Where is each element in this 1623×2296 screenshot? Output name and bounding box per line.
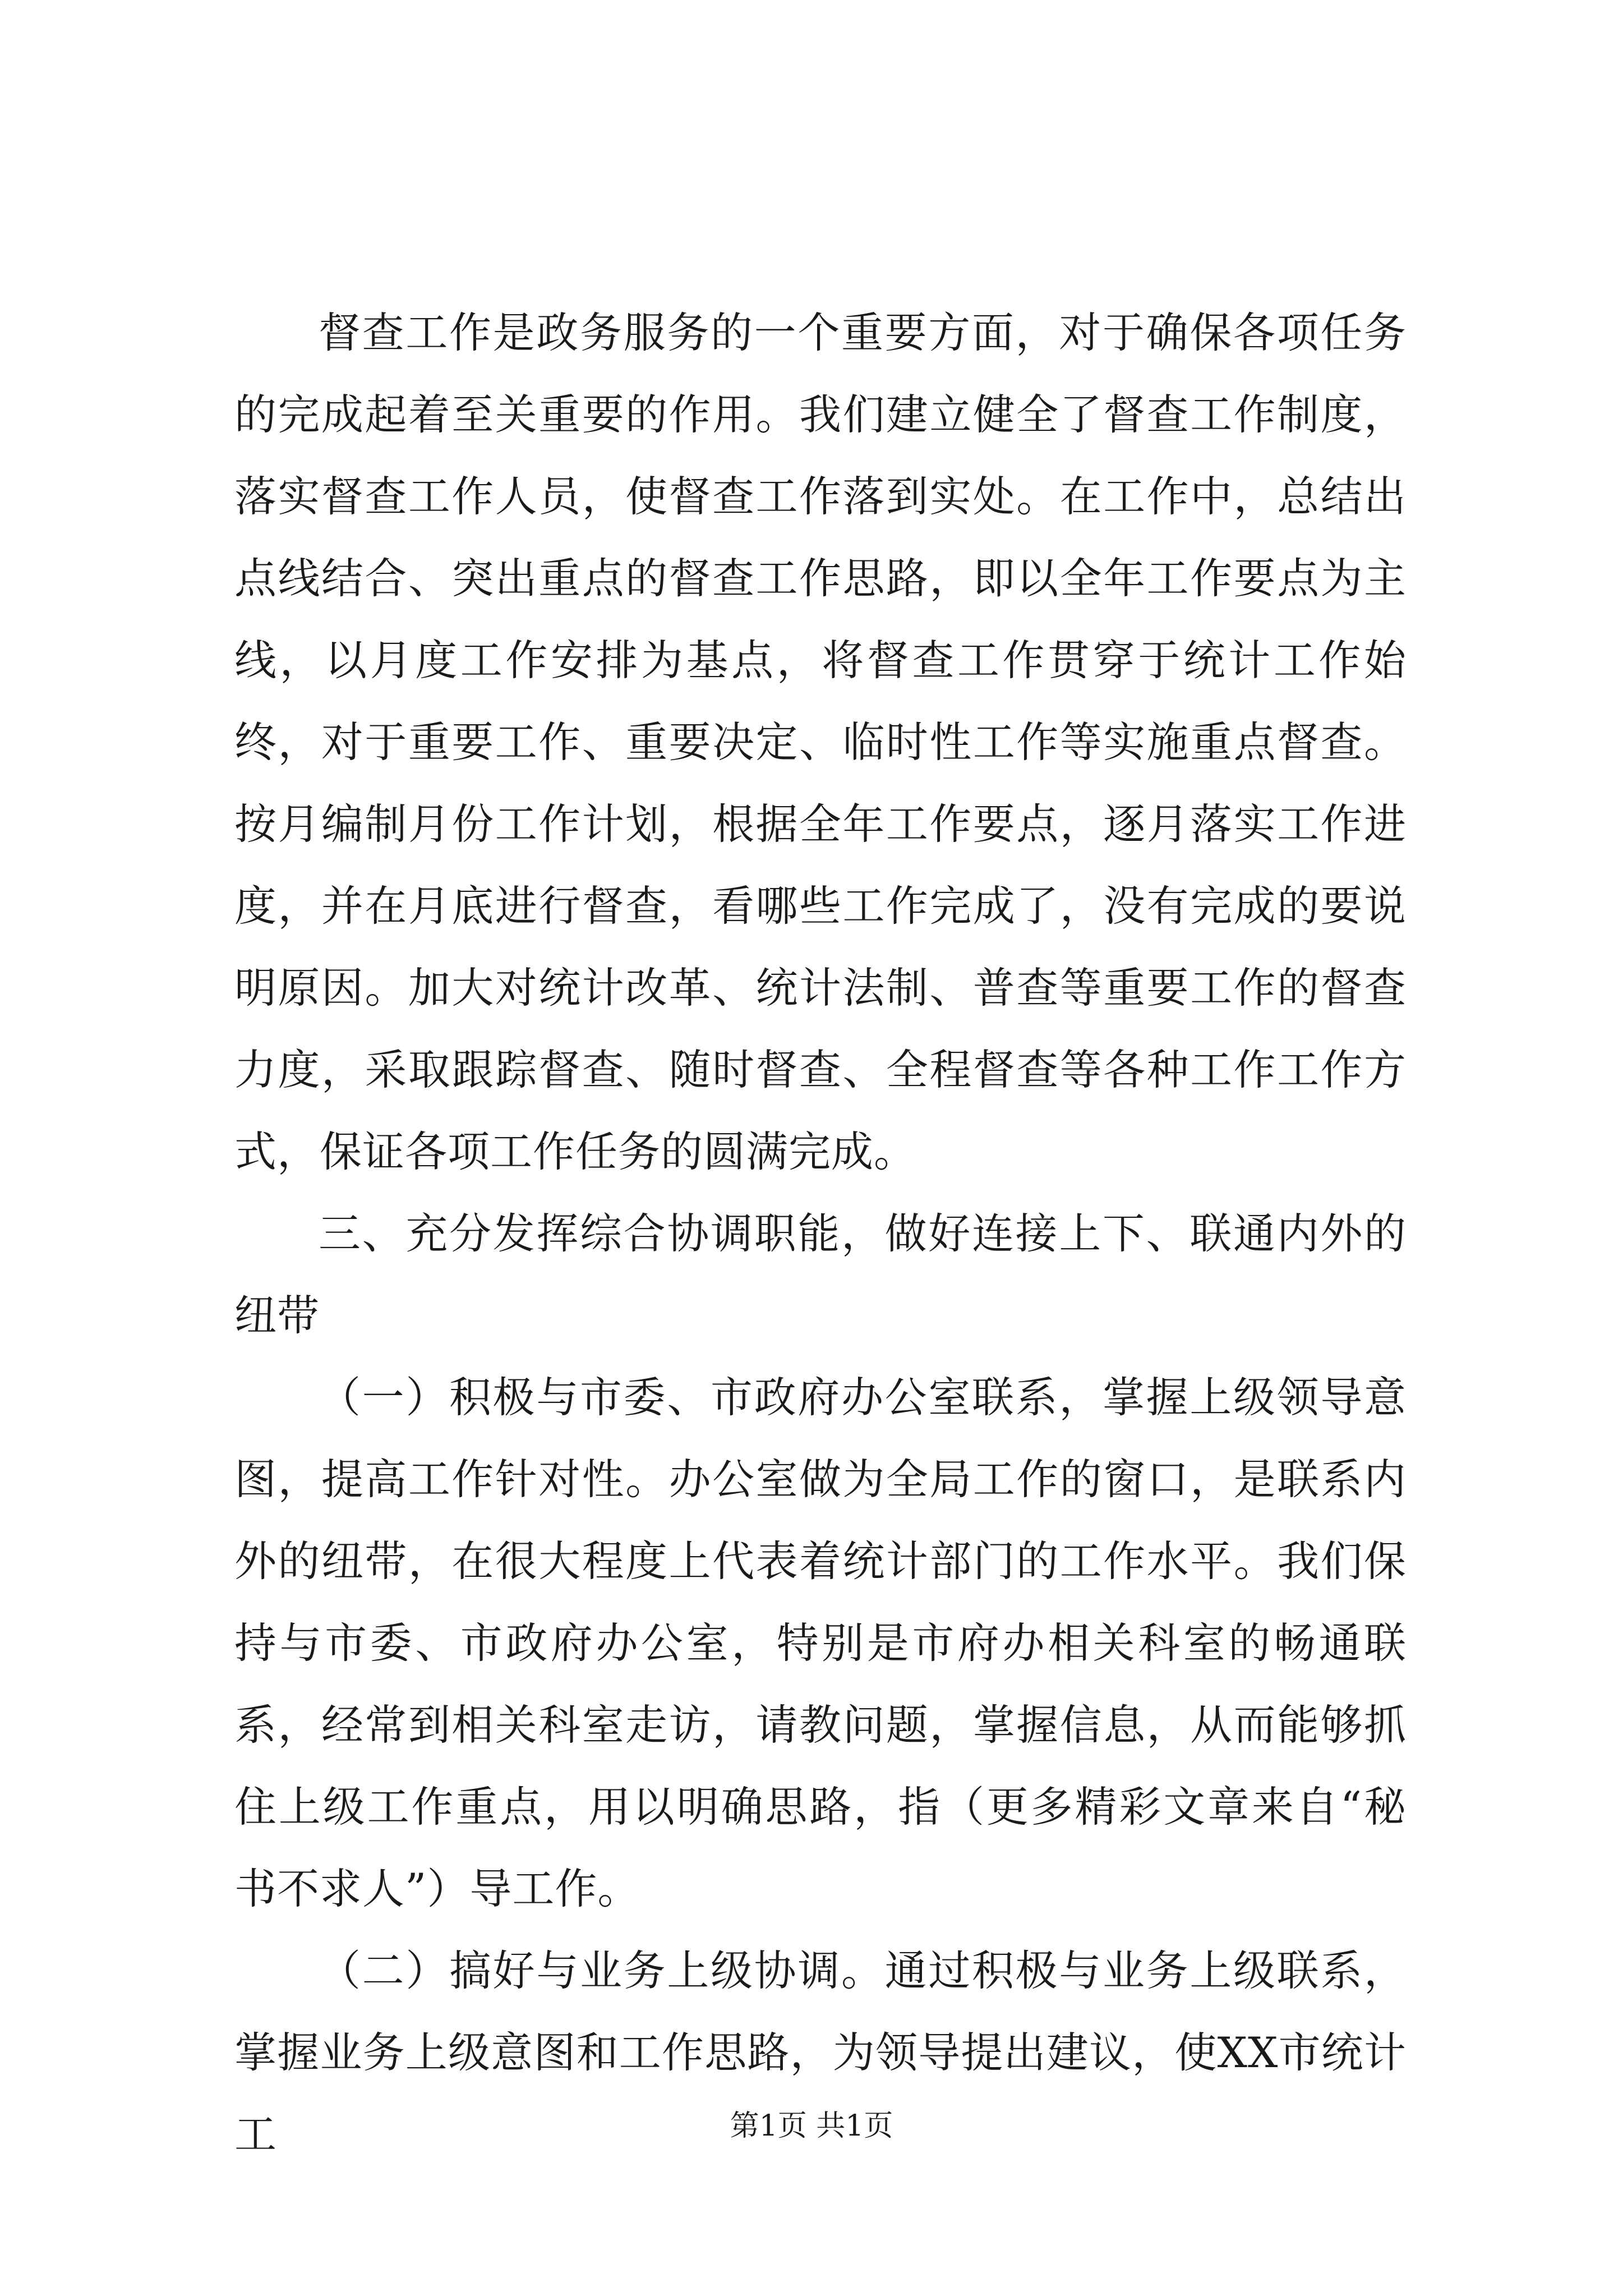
paragraph-subsection-2: （二）搞好与业务上级协调。通过积极与业务上级联系，掌握业务上级意图和工作思路，为领导提出建议，使XX市统计工 bbox=[234, 1946, 1407, 2159]
paragraph-subsection-1: （一）积极与市委、市政府办公室联系，掌握上级领导意图，提高工作针对性。办公室做为全局工作的窗口，是联系内外的纽带，在很大程度上代表着统计部门的工作水平。我们保持与市委、市政府办公室，特别是市府办相关科室的畅通联系，经常到相关科室走访，请教问题，掌握信息，从而能够抓住上级工作重点，用以明确思路，指（更多精彩文章来自“秘书不求人”）导工作。 bbox=[234, 1373, 1407, 1913]
paragraph-supervision: 督查工作是政务服务的一个重要方面，对于确保各项任务的完成起着至关重要的作用。我们建立健全了督查工作制度，落实督查工作人员，使督查工作落到实处。在工作中，总结出点线结合、突出重点的督查工作思路，即以全年工作要点为主线，以月度工作安排为基点，将督查工作贯穿于统计工作始终，对于重要工作、重要决定、临时性工作等实施重点督查。按月编制月份工作计划，根据全年工作要点，逐月落实工作进度，并在月底进行督查，看哪些工作完成了，没有完成的要说明原因。加大对统计改革、统计法制、普查等重要工作的督查力度，采取跟踪督查、随时督查、全程督查等各种工作工作方式，保证各项工作任务的圆满完成。 bbox=[234, 308, 1407, 1176]
page-footer: 第1页 共1页 bbox=[730, 2109, 893, 2143]
document-body bbox=[234, 292, 1407, 2175]
section-heading-coordination: 三、充分发挥综合协调职能，做好连接上下、联通内外的纽带 bbox=[234, 1209, 1407, 1340]
